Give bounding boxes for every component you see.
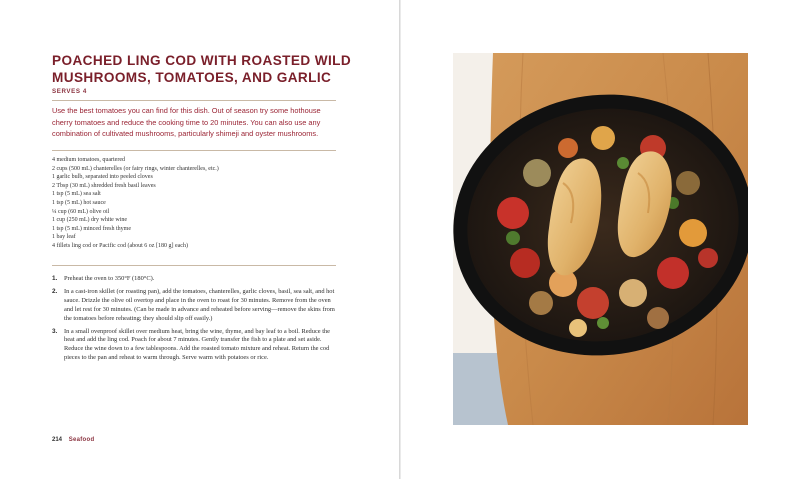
divider-top [52, 100, 336, 101]
dish-photo [453, 53, 748, 425]
step-item [52, 288, 340, 324]
step-item [52, 328, 340, 364]
ingredient-item: ¼ cup (60 mL) olive oil [52, 208, 110, 215]
recipe-title: POACHED LING COD WITH ROASTED WILD MUSHROOMS, TOMATOES, AND GARLIC [52, 53, 352, 85]
recipe-intro: Use the best tomatoes you can find for this dish. Out of season try some hothouse cherry tomatoes and reduce the cooking time to 20 minutes. You can also use any combination of cultivated mushrooms, particularly shimeji and oyster mushrooms. [52, 106, 321, 138]
step-number: 1. [52, 275, 58, 282]
ingredient-item: 4 fillets ling cod or Pacific cod (about 6 oz [180 g] each) [52, 242, 188, 249]
step-text: In a small ovenproof skillet over medium heat, bring the wine, thyme, and bay leaf to a boil. Reduce the heat and add the ling cod. Poach for about 7 minutes. Gently transfer the fish to a plate and set aside. Reduce the wine down to a few tablespoons. Add the roasted tomato mixture and reheat. Return the cod pieces to the pan and reheat to warm through. Serve warm with potatoes or rice. [64, 327, 331, 362]
page-footer [52, 437, 94, 443]
serves-label: SERVES 4 [52, 88, 87, 95]
ingredient-item: 1 cup (250 mL) dry white wine [52, 217, 127, 224]
method-steps [52, 275, 340, 367]
divider-intro [52, 150, 336, 151]
section-name: Seafood [68, 437, 95, 443]
step-text: Preheat the oven to 350°F (180°C). [64, 275, 155, 282]
ingredient-item: 2 cups (500 mL) chanterelles (or fairy rings, winter chanterelles, etc.) [52, 165, 219, 172]
step-item [52, 275, 340, 284]
ingredient-item: 4 medium tomatoes, quartered [52, 157, 125, 163]
ingredient-item: 1 tsp (5 mL) minced fresh thyme [52, 225, 131, 232]
page-number: 214 [52, 437, 63, 443]
step-number: 2. [52, 287, 58, 295]
ingredient-item: 1 tsp (5 mL) hot sauce [52, 199, 106, 206]
ingredient-item: 1 bay leaf [52, 234, 76, 241]
step-number: 3. [52, 327, 58, 335]
skillet-illustration [453, 53, 748, 425]
ingredient-item: 1 garlic bulb, separated into peeled cloves [52, 174, 153, 181]
divider-ingredients [52, 265, 336, 266]
step-text: In a cast-iron skillet (or roasting pan), add the tomatoes, chanterelles, garlic cloves, basil, sea salt, and hot sauce. Drizzle the olive oil overtop and place in the oven to roast for 30 minutes. Remove from the oven and let rest for 30 minutes. (Can be made in advance and reheated before serving—remove the skins from the tomatoes before reheating; they should slip off easily.) [64, 287, 335, 322]
ingredient-item: 1 tsp (5 mL) sea salt [52, 191, 101, 198]
ingredient-item: 2 Tbsp (30 mL) shredded fresh basil leaves [52, 182, 156, 189]
ingredient-list [52, 156, 342, 251]
